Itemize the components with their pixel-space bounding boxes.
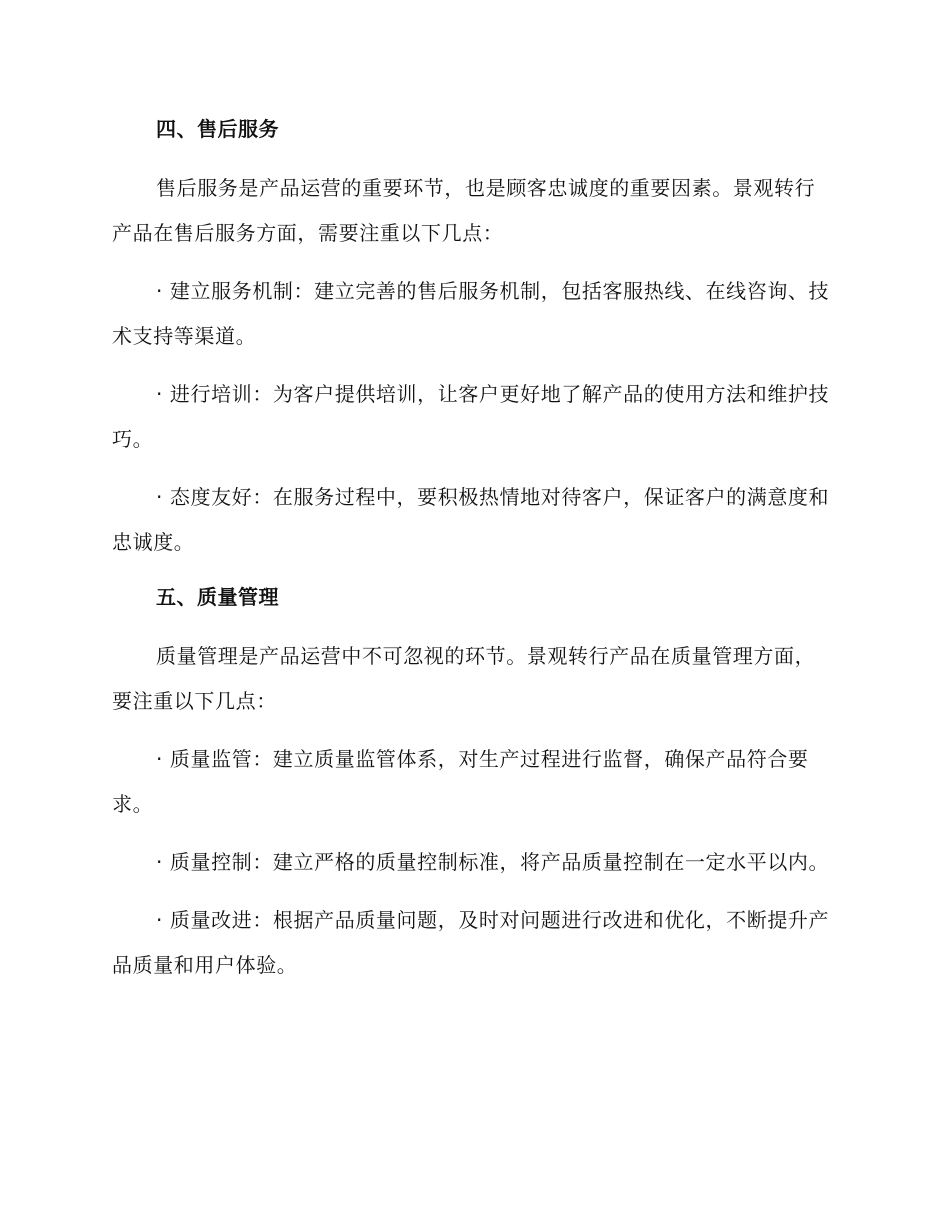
document-body <box>112 110 832 1001</box>
list-item: · 质量改进：根据产品质量问题，及时对问题进行改进和优化，不断提升产品质量和用户体验。 <box>112 908 830 977</box>
list-item: · 态度友好：在服务过程中，要积极热情地对待客户，保证客户的满意度和忠诚度。 <box>112 485 830 554</box>
section-heading-quality: 五、质量管理 <box>156 585 279 609</box>
section-heading-after-sales: 四、售后服务 <box>156 117 279 141</box>
list-item: · 质量监管：建立质量监管体系，对生产过程进行监督，确保产品符合要求。 <box>112 747 809 816</box>
section-intro-after-sales: 售后服务是产品运营的重要环节，也是顾客忠诚度的重要因素。景观转行产品在售后服务方面，需要注重以下几点： <box>112 176 816 245</box>
list-item: · 建立服务机制：建立完善的售后服务机制，包括客服热线、在线咨询、技术支持等渠道。 <box>112 279 830 348</box>
section-intro-quality: 质量管理是产品运营中不可忽视的环节。景观转行产品在质量管理方面，要注重以下几点： <box>112 644 816 713</box>
list-item: · 进行培训：为客户提供培训，让客户更好地了解产品的使用方法和维护技巧。 <box>112 382 830 451</box>
list-item: · 质量控制：建立严格的质量控制标准，将产品质量控制在一定水平以内。 <box>156 850 830 874</box>
